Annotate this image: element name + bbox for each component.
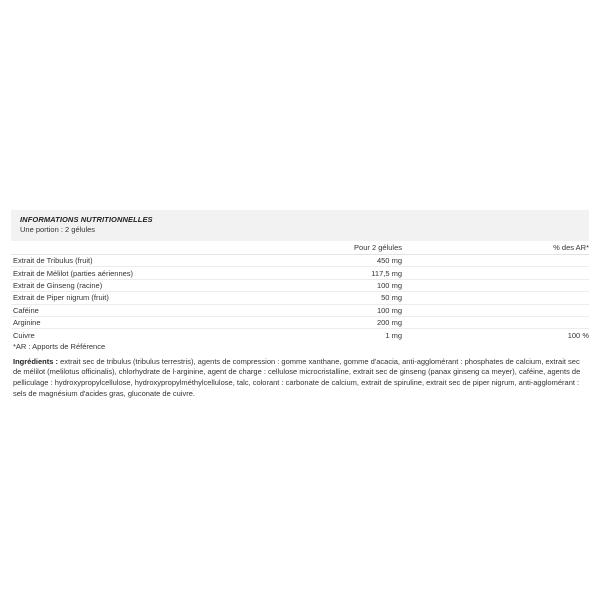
ingredients-paragraph	[11, 357, 589, 399]
column-per-portion: Pour 2 gélules	[354, 243, 402, 252]
table-row	[11, 317, 589, 329]
nutrition-panel	[11, 210, 589, 399]
table-row	[11, 255, 589, 267]
table-row	[11, 267, 589, 279]
nutrient-name: Arginine	[13, 318, 41, 328]
nutrient-value: 117,5 mg	[371, 268, 402, 278]
nutrient-name: Extrait de Mélilot (parties aériennes)	[13, 268, 134, 278]
ingredients-label: Ingrédients :	[13, 356, 59, 366]
column-ar-percent: % des AR*	[553, 243, 589, 252]
nutrient-name: Extrait de Tribulus (fruit)	[13, 256, 93, 266]
nutrient-ar: 100 %	[567, 330, 589, 340]
nutrition-table-body	[11, 255, 589, 341]
nutrient-name: Caféine	[13, 305, 39, 315]
nutrient-value: 200 mg	[376, 318, 402, 328]
table-row	[11, 280, 589, 292]
table-row	[11, 305, 589, 317]
ingredients-text: extrait sec de tribulus (tribulus terrestris), agents de compression : gomme xanthane, gomme d'acacia, anti-agglomérant : phosphates de calcium, extrait sec de mélilot (melilotus officinalis), chlorhydrate de l-arginine, agent de charge : cellulose microcristalline, extrait sec de ginseng (panax ginseng ca meyer), caféine, agents de pelliculage : hydroxypropylcellulose, hydroxypropylméthylcellulose, talc, colorant : carbonate de calcium, extrait de spiruline, extrait sec de piper nigrum, anti-agglomérant : sels de magnésium d'acides gras, gluconate de cuivre.	[13, 356, 581, 398]
nutrient-value: 100 mg	[376, 305, 402, 315]
table-row	[11, 292, 589, 304]
nutrient-name: Cuivre	[13, 330, 35, 340]
nutrient-value: 50 mg	[381, 293, 402, 303]
portion-info: Une portion : 2 gélules	[20, 225, 96, 234]
nutrient-name: Extrait de Piper nigrum (fruit)	[13, 293, 109, 303]
nutrient-value: 100 mg	[376, 280, 402, 290]
nutrition-header	[11, 210, 589, 241]
table-header	[11, 241, 589, 255]
nutrient-value: 450 mg	[376, 256, 402, 266]
nutrition-title: INFORMATIONS NUTRITIONNELLES	[20, 215, 153, 224]
ar-footnote: *AR : Apports de Référence	[13, 341, 106, 351]
table-row	[11, 329, 589, 340]
nutrient-value: 1 mg	[385, 330, 402, 340]
nutrient-name: Extrait de Ginseng (racine)	[13, 280, 103, 290]
